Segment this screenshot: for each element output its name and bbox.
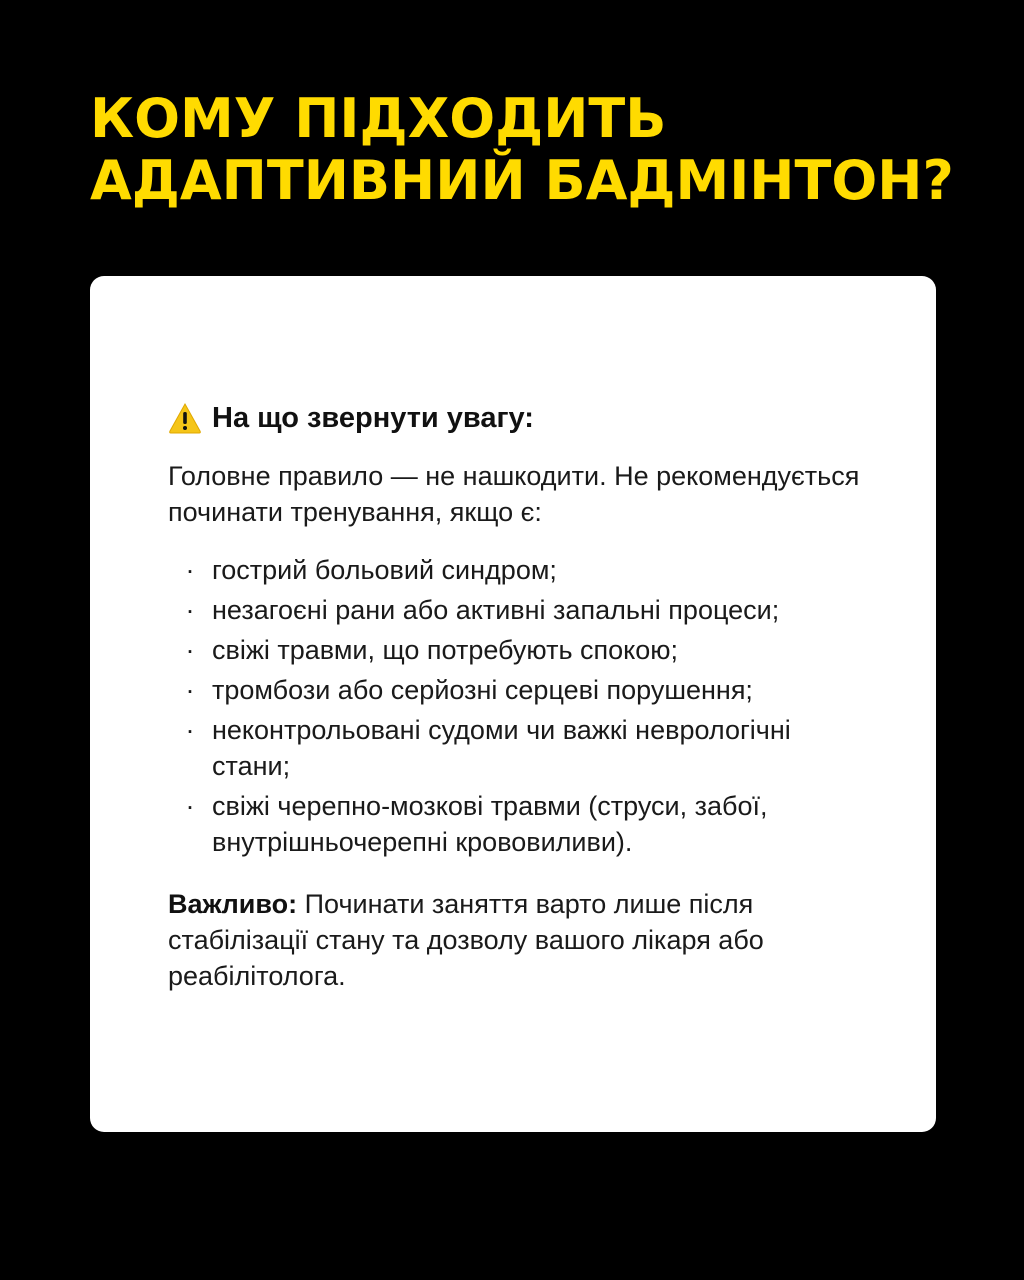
info-card <box>90 276 936 1132</box>
important-note <box>168 886 868 994</box>
warning-icon <box>168 402 202 434</box>
page-title <box>90 88 954 212</box>
section-heading <box>168 398 868 438</box>
list-item-text: свіжі травми, що потребують спокою; <box>212 635 679 665</box>
list-item-text: свіжі черепно-мозкові травми (струси, забої, внутрішньочерепні крововиливи). <box>212 791 768 857</box>
bullet: · <box>185 635 195 665</box>
section-heading-text: На що звернути увагу: <box>212 402 534 434</box>
bullet: · <box>185 715 195 745</box>
list-item <box>168 552 868 588</box>
list-item <box>168 632 868 668</box>
page-title-line-2: АДАПТИВНИЙ БАДМІНТОН? <box>90 149 954 212</box>
page-title-line-1: КОМУ ПІДХОДИТЬ <box>90 87 667 150</box>
list-item-text: тромбози або серйозні серцеві порушення; <box>212 675 753 705</box>
bullet: · <box>185 555 195 585</box>
list-item-text: неконтрольовані судоми чи важкі неврологічні стани; <box>212 715 791 781</box>
important-label: Важливо: <box>168 889 298 919</box>
list-item <box>168 672 868 708</box>
important-text: Починати заняття варто лише після стабілізації стану та дозволу вашого лікаря або реабілітолога. <box>168 889 764 991</box>
list-item <box>168 592 868 628</box>
conditions-list <box>168 552 868 860</box>
intro-text: Головне правило — не нашкодити. Не рекомендується починати тренування, якщо є: <box>168 461 860 527</box>
list-item-text: незагоєні рани або активні запальні процеси; <box>212 595 780 625</box>
bullet: · <box>185 791 195 821</box>
list-item <box>168 788 868 860</box>
bullet: · <box>185 675 195 705</box>
list-item-text: гострий больовий синдром; <box>212 555 557 585</box>
bullet: · <box>185 595 195 625</box>
info-card-content <box>168 398 868 994</box>
list-item <box>168 712 868 784</box>
